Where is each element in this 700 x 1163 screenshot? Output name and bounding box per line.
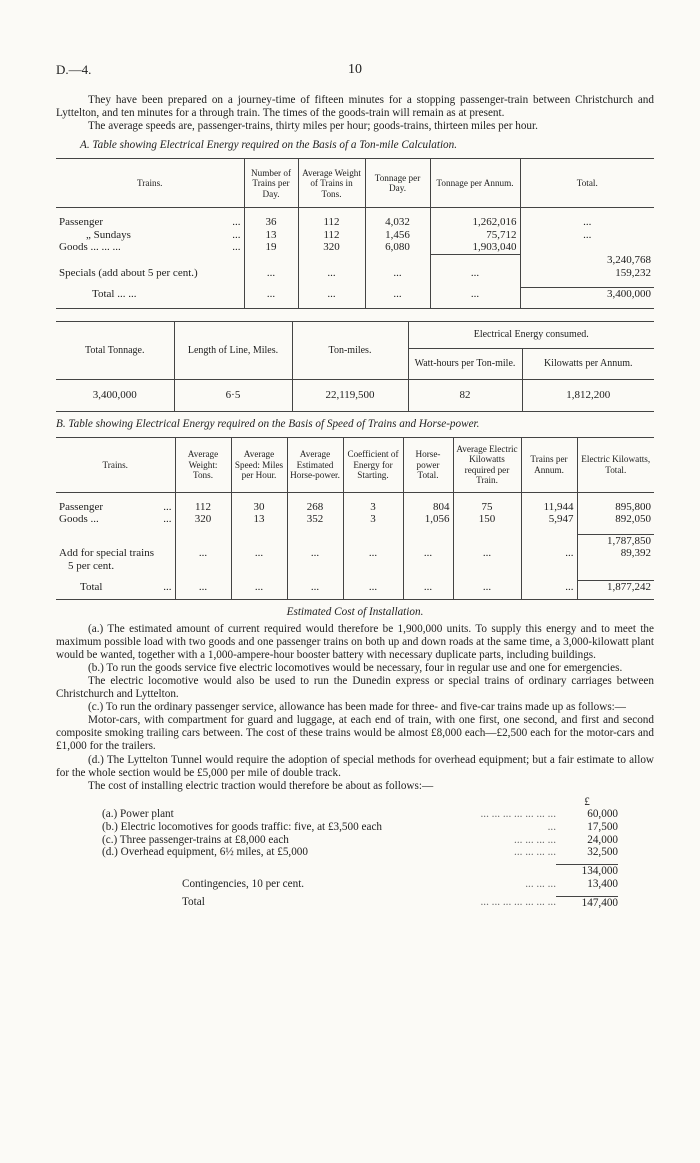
cost-paragraph-d: (d.) The Lyttelton Tunnel would require the adoption of special methods for overhead equipment; but a fair estimate to allow for the whole section would be £5,000 per mile of double track. [56,753,654,779]
table-a-header-trains: Trains. [137,178,163,189]
table-b-header-trains-annum: Trains per Annum. [521,437,577,492]
list-item: (b.) Electric locomotives for goods traffic: five, at £3,500 each ... 17,500 [102,820,618,833]
intro-paragraph-1: They have been prepared on a journey-time of fifteen minutes for a stopping passenger-train between Christchurch and Lyttelton, and ten minutes for a through train. The times of the goods-train will remain as at present. [56,94,654,120]
table-b-header-coefficient: Coefficient of Energy for Starting. [343,437,403,492]
table-a-header-tonnage-annum: Tonnage per Annum. [430,159,520,208]
page-number: 10 [348,62,362,77]
list-item: Contingencies, 10 per cent. ... ... ... 13,400 [182,877,618,890]
cost-list [102,796,618,910]
table-b-header-speed: Average Speed: Miles per Hour. [231,437,287,492]
table-row: Passenger ... 36 112 4,032 1,262,016 ... [56,216,654,229]
table-b-header-kw-total: Electric Kilowatts, Total. [577,437,654,492]
currency-symbol: £ [584,795,590,808]
table-a-header-number: Number of Trains per Day. [244,159,298,208]
list-item: Total ... ... ... ... ... ... ... 147,400 [182,896,618,909]
table-b-sum: 1,787,850 [577,534,654,547]
table-row: Goods ... ... ... ... 19 320 6,080 1,903,040 [56,241,654,254]
table-a [56,158,654,309]
list-item: (c.) Three passenger-trains at £8,000 each ... ... ... ... 24,000 [102,833,618,846]
list-item: (d.) Overhead equipment, 6½ miles, at £5,000 ... ... ... ... 32,500 [102,846,618,859]
table-row: Add for special trains ... ... ... ... ... ... ... 89,392 [56,547,654,560]
table-row: 3,400,000 6·5 22,119,500 82 1,812,200 [56,380,654,412]
table-b-header-trains: Trains. [102,459,128,470]
table-row: Passenger ... 112 30 268 3 804 75 11,944 895,800 [56,501,654,514]
table-a-total: 3,400,000 [520,288,654,309]
cost-subtotal: 134,000 [556,865,618,878]
table-row: Total ... ... ... ... ... ... ... ... 1,877,242 [56,581,654,600]
table-b-header-weight: Average Weight: Tons. [175,437,231,492]
document-reference: D.—4. [56,62,92,77]
cost-total: 147,400 [556,896,618,909]
table-b-total: 1,877,242 [577,581,654,600]
intro-paragraph-2: The average speeds are, passenger-trains, thirty miles per hour; goods-trains, thirteen miles per hour. [88,120,538,133]
table-b-header-hp-total: Horse-power Total. [403,437,453,492]
table-a-header-total: Total. [520,159,654,208]
table-row: „ Sundays ... 13 112 1,456 75,712 ... [56,229,654,242]
table-a2-header-kilowatts: Kilowatts per Annum. [522,349,654,380]
cost-paragraph-c: (c.) To run the ordinary passenger service, allowance has been made for three- and five-car trains made up as follows:— [88,701,626,714]
cost-paragraph-locomotive: The electric locomotive would also be used to run the Dunedin express or special trains of ordinary carriages between Christchurch and Lyttelton. [56,674,654,701]
cost-paragraph-a: (a.) The estimated amount of current required would therefore be 1,900,000 units. To supply this energy and to meet the maximum possible load with two goods and one passenger trains on both up and down roads at the same time, a 3,000-kilowatt plant would be wanted, together with a 1,000-ampere-hour booster battery with necessary duplicate parts, including buildings. [56,622,654,661]
table-a2-header-ton-miles: Ton-miles. [292,322,408,380]
table-b-header-kw: Average Electric Kilowatts required per Train. [453,437,521,492]
table-a-caption: A. Table showing Electrical Energy required on the Basis of a Ton-mile Calculation. [80,139,458,152]
table-b-header-hp: Average Estimated Horse-power. [287,437,343,492]
table-a2-header-energy: Electrical Energy consumed. [408,322,654,349]
cost-paragraph-summary: The cost of installing electric traction would therefore be about as follows:— [88,779,434,792]
cost-paragraph-motor-cars: Motor-cars, with compartment for guard and luggage, at each end of train, with one first, one second, and first and second composite smoking trailing cars between. The cost of these trains would be almost £8,000 each—£2,500 each for the motor-cars and £1,000 for the trailers. [56,714,654,753]
table-a2-header-tonnage: Total Tonnage. [84,344,145,356]
cost-section-title: Estimated Cost of Installation. [286,606,424,619]
table-a2-header-length: Length of Line, Miles. [174,322,292,380]
table-a2 [56,321,654,412]
table-a-header-weight: Average Weight of Trains in Tons. [298,159,365,208]
cost-paragraph-b: (b.) To run the goods service five electric locomotives would be necessary, four in regular use and one for emergencies. [88,661,623,674]
page-header [56,62,654,82]
table-a2-header-watt-hours: Watt-hours per Ton-mile. [408,349,522,380]
list-item: (a.) Power plant ... ... ... ... ... ... ... 60,000 [102,808,618,821]
table-a-header-tonnage-day: Tonnage per Day. [365,159,430,208]
table-b: Trains. Average Weight: Tons. Average Speed: Miles per Hour. Average Estimated Horse-power. Coefficient of Energy for Starting. Horse-power Total. Average Electric Kilowatts required per Train. Trains per Annum. Electric Kilowatts, Total. Passenger ... 112 30 268 3 804 75 11,944 895,800 Goods ... ... 320 13 352 3 1,056 150 5,947 892,050 1,787,850 Add for special trains ... ... ... ... ... ... ... 89,392 5 per cent. Total ... ... ... ... ... ... ... ... 1,877,242 [56,437,654,601]
table-row: Total ... ... ... ... ... ... 3,400,000 [56,288,654,309]
table-row: Goods ... ... 320 13 352 3 1,056 150 5,947 892,050 [56,513,654,526]
page-content [56,94,654,910]
table-a-sum: 3,240,768 [520,254,654,267]
table-row: Specials (add about 5 per cent.) ... ... ... ... 159,232 [56,267,654,280]
table-b-caption: B. Table showing Electrical Energy required on the Basis of Speed of Trains and Horse-power. [56,417,480,430]
